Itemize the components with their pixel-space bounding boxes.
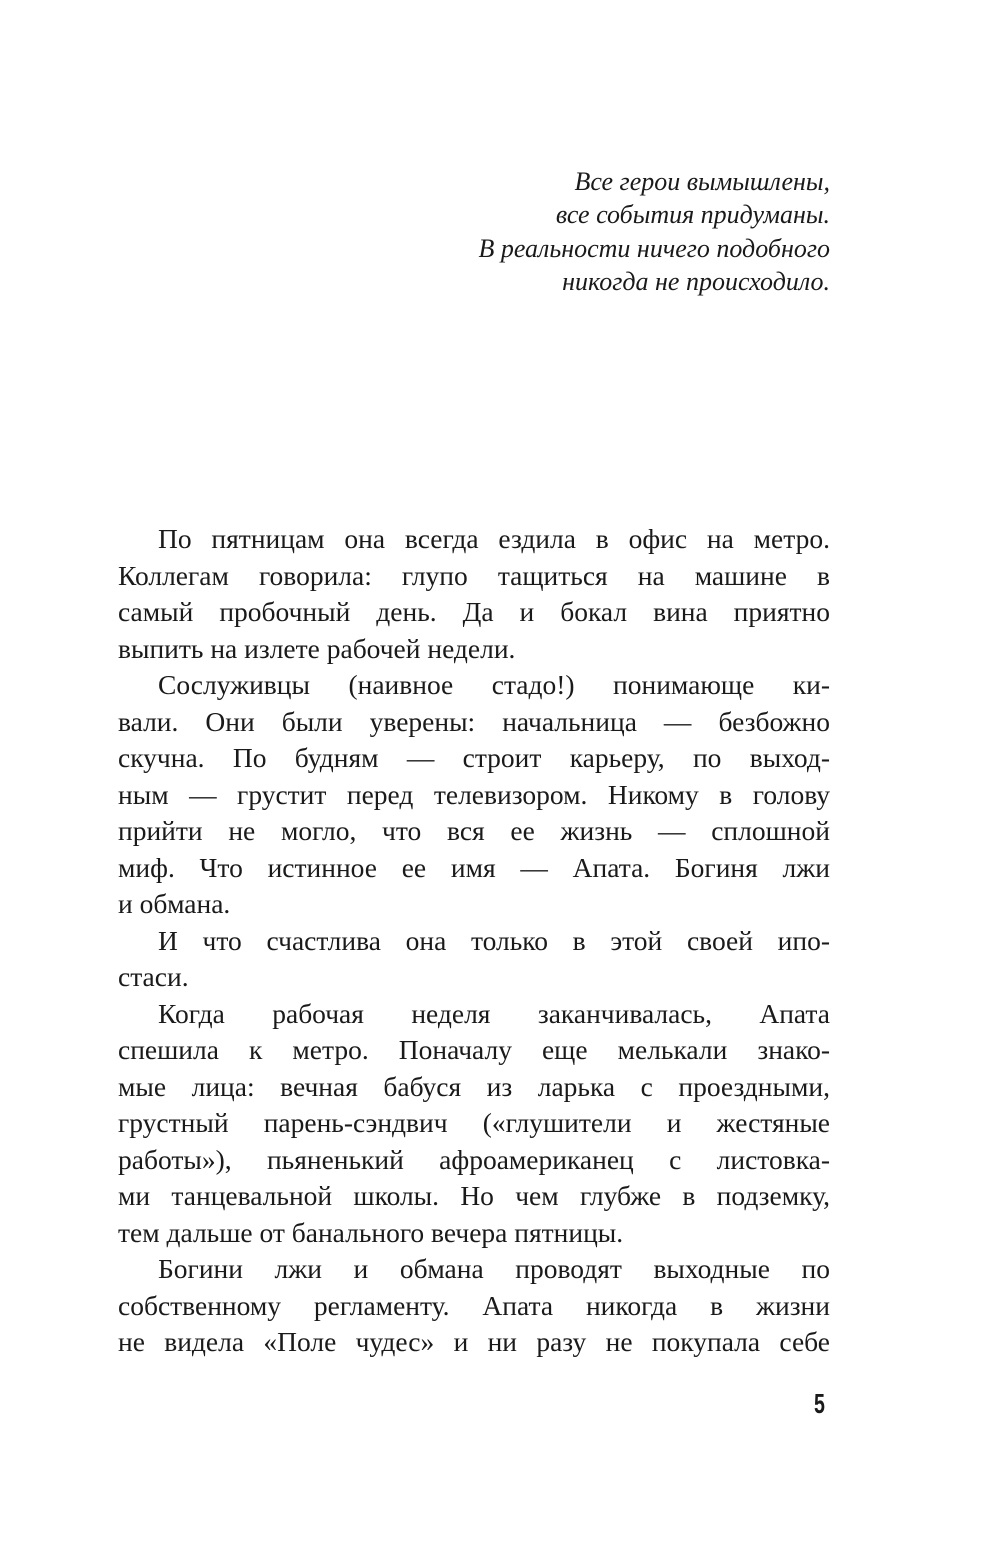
text-line: грустный парень-сэндвич («глушители и жестяные	[118, 1107, 830, 1138]
epigraph-line: В реальности ничего подобного	[478, 233, 830, 263]
text-line: стаси.	[118, 961, 189, 992]
epigraph	[478, 165, 830, 299]
epigraph-line: никогда не происходило.	[562, 267, 830, 297]
text-line: ми танцевальной школы. Но чем глубже в подземку,	[118, 1180, 830, 1211]
text-line: скучна. По будням — строит карьеру, по выход-	[118, 742, 830, 773]
epigraph-line: Все герои вымышлены,	[574, 167, 830, 196]
text-line: работы»), пьяненький афроамериканец с листовка-	[118, 1143, 830, 1175]
text-line: собственному регламенту. Апата никогда в жизни	[118, 1289, 830, 1321]
text-line: спешила к метро. Поначалу еще мелькали знако-	[118, 1034, 830, 1065]
text-line: самый пробочный день. Да и бокал вина приятно	[118, 596, 830, 627]
text-line: тем дальше от банального вечера пятницы.	[118, 1216, 624, 1248]
text-line: Сослуживцы (наивное стадо!) понимающе ки-	[158, 669, 830, 700]
text-line: выпить на излете рабочей недели.	[118, 632, 516, 664]
text-line: Когда рабочая неделя заканчивалась, Апата	[158, 997, 830, 1029]
page-number: 5	[814, 1388, 825, 1419]
epigraph-line: все события придуманы.	[555, 200, 830, 230]
text-line: прийти не могло, что вся ее жизнь — сплошной	[118, 815, 830, 846]
body-text	[118, 521, 830, 1361]
text-line: и обмана.	[118, 888, 231, 919]
text-line: мые лица: вечная бабуся из ларька с проездными,	[118, 1070, 830, 1102]
text-line: Коллегам говорила: глупо тащиться на машине в	[118, 559, 830, 591]
text-line: миф. Что истинное ее имя — Апата. Богиня лжи	[118, 851, 830, 883]
text-line: Богини лжи и обмана проводят выходные по	[158, 1253, 830, 1284]
text-line: ным — грустит перед телевизором. Никому в голову	[118, 778, 830, 810]
text-line: По пятницам она всегда ездила в офис на метро.	[158, 523, 830, 554]
text-line: не видела «Поле чудес» и ни разу не покупала себе	[118, 1326, 830, 1357]
text-line: вали. Они были уверены: начальница — безбожно	[118, 705, 830, 737]
text-line: И что счастлива она только в этой своей ипо-	[158, 924, 830, 956]
